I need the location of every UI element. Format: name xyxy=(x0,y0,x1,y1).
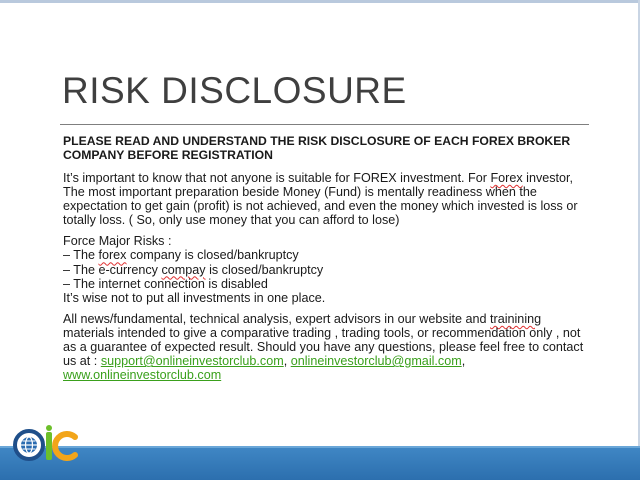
risk-item-1-pre: – The xyxy=(63,248,99,263)
disclosure-heading: PLEASE READ AND UNDERSTAND THE RISK DISCLOSURE OF EACH FOREX BROKER COMPANY BEFORE REGISTRATION xyxy=(63,134,571,162)
support-email-link[interactable]: support@onlineinvestorclub.com xyxy=(100,354,284,369)
risk-item-2 xyxy=(63,263,593,277)
footer-band xyxy=(0,448,640,480)
gmail-link[interactable]: onlineinvestorclub@gmail.com xyxy=(290,354,462,369)
slide-content xyxy=(63,134,593,389)
intro-spell-word: Forex xyxy=(490,171,523,185)
intro-paragraph xyxy=(63,171,593,227)
disclaimer-paragraph xyxy=(63,312,593,382)
separator-2: , xyxy=(461,354,466,369)
risk-advice: It’s wise not to put all investments in one place. xyxy=(63,290,326,305)
slide-top-border xyxy=(0,0,640,3)
risk-item-1-post: company is closed/bankruptcy xyxy=(126,248,299,263)
risk-item-2-spell: compay xyxy=(161,262,206,277)
risk-item-1 xyxy=(63,248,593,262)
intro-text-2: investor, The most important preparation beside Money (Fund) is mentally readiness when the expectation to get gain (profit) is not achieved, and even the money which invested is loss or totally loss. ( So, only use money that you can afford to lose) xyxy=(63,171,578,228)
risk-item-2-pre: – The e-currency xyxy=(63,262,162,277)
risk-item-1-spell: forex xyxy=(98,248,127,263)
risk-item-3: – The internet connection is disabled xyxy=(63,276,268,291)
slide-title: RISK DISCLOSURE xyxy=(62,70,407,111)
website-link[interactable]: www.onlineinvestorclub.com xyxy=(63,368,222,383)
oic-logo-icon xyxy=(12,421,82,469)
disclaimer-text-1: All news/fundamental, technical analysis, expert advisors in our website and xyxy=(63,311,491,326)
disclaimer-spell-word: trainining xyxy=(490,311,542,326)
disclaimer-text-2: materials intended to give a comparative trading , trading tools, or recommendation only , not as a guarantee of expected result. Should you have any questions, please feel free to contact us at : xyxy=(63,325,584,369)
separator-1: , xyxy=(283,354,291,369)
risk-item-2-post: is closed/bankruptcy xyxy=(205,262,324,277)
risks-label: Force Major Risks : xyxy=(63,234,172,249)
risks-paragraph xyxy=(63,234,593,304)
title-divider xyxy=(60,124,589,125)
intro-text-1: It’s important to know that not anyone is suitable for FOREX investment. For xyxy=(63,171,491,185)
